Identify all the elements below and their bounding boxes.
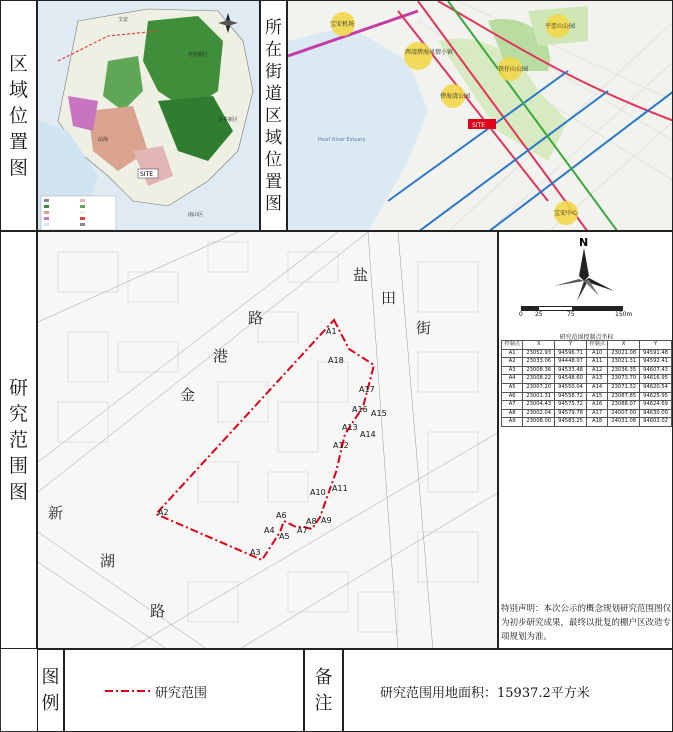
street-name-yantian-3: 街 [416,319,432,337]
label-region-location: 区 域 位 置 图 [0,0,37,231]
svg-text:SITE: SITE [472,122,486,129]
svg-text:A11: A11 [332,484,348,493]
table-cell: 23008.36 [523,366,555,375]
svg-text:A5: A5 [279,532,290,541]
table-cell: 23004.43 [523,401,555,410]
table-cell: 94607.43 [640,366,672,375]
table-row [502,366,672,375]
coordinate-table [501,340,672,427]
table-cell: 94575.72 [555,401,587,410]
table-cell: 94558.72 [555,392,587,401]
svg-text:A17: A17 [359,385,375,394]
table-row [502,383,672,392]
special-statement: 特别声明：本次公示的概念规划研究范围图仅为初步研究成果，最终以批复的棚户区改造专项规划为准。 [501,604,672,642]
table-cell: 23073.70 [608,375,640,384]
svg-text:前海: 前海 [98,137,109,143]
table-cell: 23071.32 [608,383,640,392]
svg-text:平峦山公园: 平峦山公园 [545,23,576,30]
svg-text:A7: A7 [297,526,308,535]
table-cell: 23088.07 [608,401,640,410]
legend-label: 图 例 [37,649,64,732]
street-map-graphic [288,1,673,231]
svg-text:A18: A18 [328,356,344,365]
table-cell: 23052.93 [523,349,555,358]
table-row [502,375,672,384]
table-cell: A17 [586,409,607,418]
table-cell: 24031.08 [608,418,640,427]
table-cell: A1 [502,349,523,358]
cadastral-map [38,232,498,649]
table-cell: 94448.07 [555,358,587,367]
street-name-jingang-1: 金 [180,386,196,404]
street-name-xinhu-3: 路 [150,602,166,620]
table-row [502,418,672,427]
svg-text:SITE: SITE [140,171,154,178]
svg-text:龙华新区: 龙华新区 [218,117,239,123]
table-row [502,401,672,410]
table-row [502,409,672,418]
table-cell: 94603.02 [640,418,672,427]
table-cell: A2 [502,358,523,367]
table-cell: 23008.22 [523,375,555,384]
street-name-jingang-2: 港 [213,347,229,365]
table-cell: A10 [586,349,607,358]
study-range-map [37,231,498,649]
table-cell: 94550.04 [555,383,587,392]
table-cell: 94533.48 [555,366,587,375]
table-cell: A15 [586,392,607,401]
svg-text:A15: A15 [371,409,387,418]
svg-text:A2: A2 [158,508,169,517]
table-cell: A11 [586,358,607,367]
table-cell: 23021.08 [608,349,640,358]
svg-text:南山区: 南山区 [188,212,204,218]
table-cell: 23007.20 [523,383,555,392]
svg-text:宝安: 宝安 [118,17,129,23]
street-name-yantian: 盐 [353,266,369,284]
svg-text:A4: A4 [264,526,275,535]
table-cell: 23021.31 [608,358,640,367]
legend-item-study-range: 研究范围 [155,686,208,701]
table-cell: A7 [502,401,523,410]
table-cell: 94624.69 [640,401,672,410]
table-cell: 94620.54 [640,383,672,392]
region-location-map [37,0,260,231]
table-cell: 24007.00 [608,409,640,418]
svg-text:A8: A8 [306,517,317,526]
svg-text:A1: A1 [326,327,337,336]
table-cell: A16 [586,401,607,410]
svg-text:A14: A14 [360,430,376,439]
table-cell: A13 [586,375,607,384]
boundary-line-icon [105,687,151,695]
table-cell: A4 [502,375,523,384]
table-cell: 94625.95 [640,392,672,401]
street-name-xinhu-2: 湖 [100,552,116,570]
table-cell: A5 [502,383,523,392]
street-location-map [287,0,673,231]
label-study-range: 研 究 范 围 图 [0,231,37,649]
table-cell: 23036.35 [608,366,640,375]
remark-area-text: 研究范围用地面积：15937.2平方米 [380,686,590,701]
table-cell: A9 [502,418,523,427]
remark-label: 备 注 [304,649,343,732]
svg-text:A6: A6 [276,511,287,520]
north-arrow-icon [549,236,619,306]
svg-text:西湾碧海风情小镇: 西湾碧海风情小镇 [405,49,454,56]
table-cell: 94548.60 [555,375,587,384]
table-cell: A12 [586,366,607,375]
svg-text:宝安中心: 宝安中心 [554,210,579,217]
table-row [502,392,672,401]
svg-text:光明新区: 光明新区 [188,52,209,58]
svg-text:A13: A13 [342,423,358,432]
table-header-row: 控制点 X Y 控制点 X Y [502,341,672,350]
svg-text:A3: A3 [250,548,261,557]
table-row [502,358,672,367]
table-cell: A3 [502,366,523,375]
table-cell: 23033.06 [523,358,555,367]
street-name-jingang-3: 路 [248,309,264,327]
table-cell: 94583.25 [555,418,587,427]
info-panel [498,231,673,649]
svg-text:碧海湾公园: 碧海湾公园 [440,93,471,100]
region-map-graphic [38,1,260,231]
remark-body [343,649,673,732]
legend-body [64,649,304,732]
table-cell: 23008.00 [523,418,555,427]
table-cell: 94630.00 [640,409,672,418]
table-cell: 94579.78 [555,409,587,418]
coordinate-table-wrap [501,340,672,427]
table-row [502,349,672,358]
svg-text:铁仔山公园: 铁仔山公园 [498,66,529,73]
table-cell: A14 [586,383,607,392]
table-cell: 94616.95 [640,375,672,384]
label-street-location: 所 在 街 道 区 域 位 置 图 [260,0,287,231]
table-cell: 94592.41 [640,358,672,367]
table-cell: A8 [502,409,523,418]
svg-text:A12: A12 [333,441,349,450]
svg-text:N: N [579,236,589,249]
scale-bar: 0 25 75 150m [521,306,641,324]
table-cell: 94591.48 [640,349,672,358]
street-name-xinhu-1: 新 [48,504,64,522]
table-cell: 23002.04 [523,409,555,418]
svg-text:A10: A10 [310,488,326,497]
svg-text:Pearl River Estuary: Pearl River Estuary [318,137,366,143]
coordinate-table-title: 研究范围控制点坐标 [559,334,614,341]
svg-text:A16: A16 [352,405,368,414]
table-cell: A6 [502,392,523,401]
table-cell: 23087.85 [608,392,640,401]
table-cell: 94596.71 [555,349,587,358]
table-cell: 23001.31 [523,392,555,401]
table-cell: A18 [586,418,607,427]
street-name-yantian-2: 田 [381,289,397,307]
svg-text:宝安机场: 宝安机场 [330,21,355,28]
svg-text:A9: A9 [321,516,332,525]
